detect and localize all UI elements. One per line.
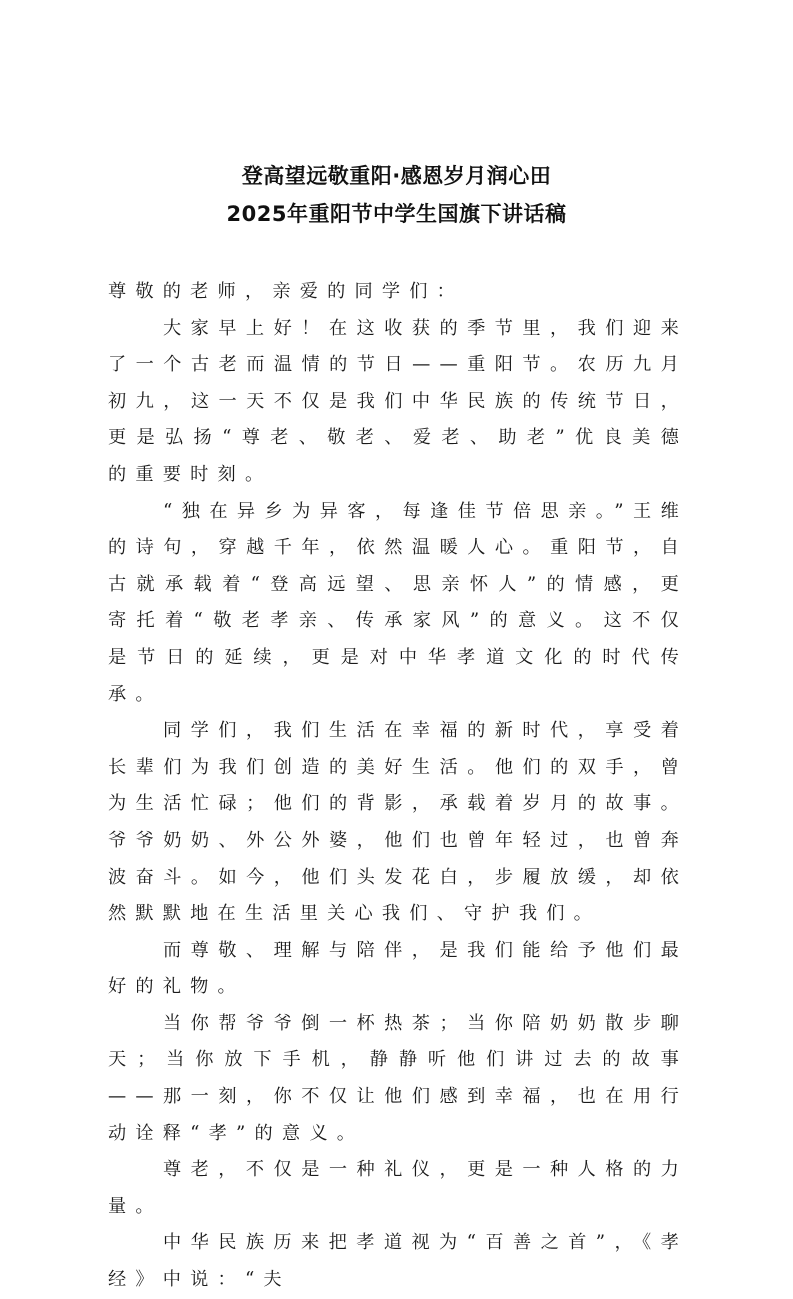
speech-body — [108, 274, 688, 1299]
paragraph-6: 尊老，不仅是一种礼仪，更是一种人格的力量。 — [108, 1159, 688, 1217]
paragraph-5: 当你帮爷爷倒一杯热茶；当你陪奶奶散步聊天；当你放下手机，静静听他们讲过去的故事——那一刻，你不仅让他们感到幸福，也在用行动诠释“孝”的意义。 — [108, 1012, 688, 1144]
title-line-1: 登高望远敬重阳·感恩岁月润心田 — [241, 164, 552, 188]
paragraph-1: 大家早上好！在这收获的季节里，我们迎来了一个古老而温情的节日——重阳节。农历九月初九，这一天不仅是我们中华民族的传统节日，更是弘扬“尊老、敬老、爱老、助老”优良美德的重要时刻。 — [108, 317, 688, 485]
paragraph-4: 而尊敬、理解与陪伴，是我们能给予他们最好的礼物。 — [108, 939, 688, 998]
paragraph-3: 同学们，我们生活在幸福的新时代，享受着长辈们为我们创造的美好生活。他们的双手，曾为生活忙碌；他们的背影，承载着岁月的故事。爷爷奶奶、外公外婆，他们也曾年轻过，也曾奔波奋斗。如今，他们头发花白，步履放缓，却依然默默地在生活里关心我们、守护我们。 — [108, 720, 688, 925]
salutation: 尊敬的老师，亲爱的同学们： — [108, 281, 465, 302]
title-line-2: 2025年重阳节中学生国旗下讲话稿 — [226, 202, 567, 226]
paragraph-7: 中华民族历来把孝道视为“百善之首”，《孝经》中说：“夫 — [108, 1232, 688, 1291]
paragraph-2: “独在异乡为异客，每逢佳节倍思亲。”王维的诗句，穿越千年，依然温暖人心。重阳节，自古就承载着“登高远望、思亲怀人”的情感，更寄托着“敬老孝亲、传承家风”的意义。这不仅是节日的延续，更是对中华孝道文化的时代传承。 — [108, 500, 688, 705]
